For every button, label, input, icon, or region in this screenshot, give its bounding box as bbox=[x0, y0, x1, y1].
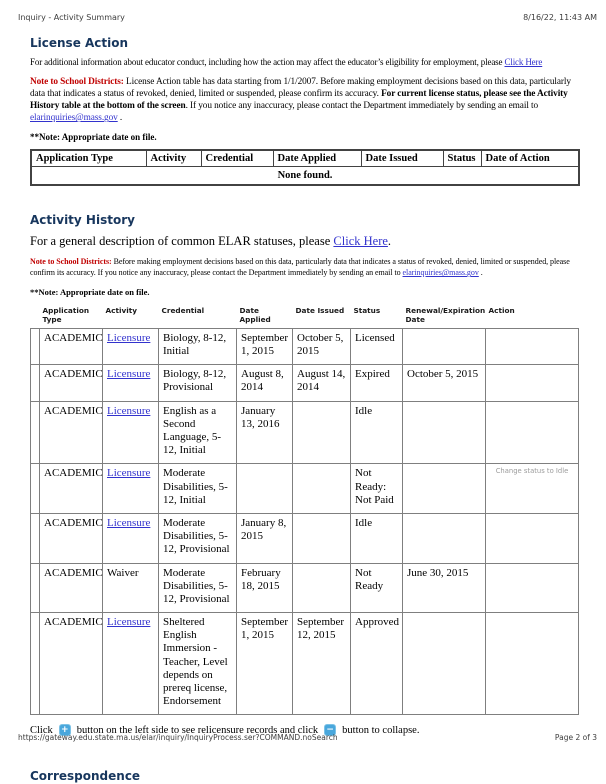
renewal-expiration-cell bbox=[403, 613, 486, 715]
activity-history-header-row bbox=[31, 304, 579, 329]
date-applied-cell: September 1, 2015 bbox=[237, 613, 293, 715]
credential-cell: Sheltered English Immersion - Teacher, Level depends on prereq license, Endorsement bbox=[159, 613, 237, 715]
credential-cell: Biology, 8-12, Initial bbox=[159, 328, 237, 364]
action-cell bbox=[486, 613, 579, 715]
licensure-link[interactable]: Licensure bbox=[107, 404, 151, 417]
credential-cell: Moderate Disabilities, 5-12, Provisional bbox=[159, 513, 237, 563]
application-type-cell: ACADEMIC bbox=[40, 328, 103, 364]
license-action-heading: License Action bbox=[30, 36, 129, 50]
activity-history-table bbox=[30, 304, 579, 716]
expander-cell[interactable] bbox=[31, 401, 40, 464]
date-applied-cell: August 8, 2014 bbox=[237, 365, 293, 401]
activity-history-note bbox=[30, 257, 578, 279]
elar-inquiries-email-link[interactable]: elarinquiries@mass.gov bbox=[402, 268, 479, 278]
action-cell bbox=[486, 401, 579, 464]
col-date-issued: Date Issued bbox=[361, 150, 443, 167]
hint-suffix: button to collapse. bbox=[342, 724, 420, 736]
col-date-applied: Date Applied bbox=[273, 150, 361, 167]
table-row bbox=[31, 563, 579, 613]
licensure-link[interactable]: Licensure bbox=[107, 331, 151, 344]
credential-cell: Biology, 8-12, Provisional bbox=[159, 365, 237, 401]
table-row bbox=[31, 328, 579, 364]
activity-history-click-here-link[interactable]: Click Here bbox=[333, 234, 388, 249]
elar-inquiries-email-link[interactable]: elarinquiries@mass.gov bbox=[30, 113, 118, 124]
col-date-of-action: Date of Action bbox=[481, 150, 579, 167]
col-activity: Activity bbox=[146, 150, 201, 167]
status-cell: Licensed bbox=[351, 328, 403, 364]
date-applied-cell: February 18, 2015 bbox=[237, 563, 293, 613]
expander-cell[interactable] bbox=[31, 613, 40, 715]
date-issued-cell bbox=[293, 513, 351, 563]
table-row bbox=[31, 513, 579, 563]
expander-cell[interactable] bbox=[31, 563, 40, 613]
date-issued-cell: October 5, 2015 bbox=[293, 328, 351, 364]
activity-history-date-note: **Note: Appropriate date on file. bbox=[30, 286, 150, 297]
note-text-2: . If you notice any inaccuracy, please contact the Department immediately by sending an email to bbox=[185, 101, 539, 112]
credential-cell: Moderate Disabilities, 5-12, Initial bbox=[159, 464, 237, 514]
activity-history-intro-text: For a general description of common ELAR statuses, please bbox=[30, 234, 334, 249]
date-applied-cell: January 8, 2015 bbox=[237, 513, 293, 563]
note-bold-text: For current license status, please see the Activity History table at the bottom of the screen bbox=[30, 89, 568, 112]
col-status: Status bbox=[443, 150, 481, 167]
col-expander bbox=[31, 304, 40, 329]
credential-cell: English as a Second Language, 5-12, Initial bbox=[159, 401, 237, 464]
licensure-link[interactable]: Licensure bbox=[107, 368, 151, 381]
table-row bbox=[31, 365, 579, 401]
license-action-note bbox=[30, 76, 578, 124]
renewal-expiration-cell bbox=[403, 401, 486, 464]
collapse-minus-icon: − bbox=[324, 724, 336, 736]
application-type-cell: ACADEMIC bbox=[40, 464, 103, 514]
col-credential: Credential bbox=[201, 150, 273, 167]
application-type-cell: ACADEMIC bbox=[40, 401, 103, 464]
col-activity: Activity bbox=[105, 305, 137, 315]
date-applied-cell: January 13, 2016 bbox=[237, 401, 293, 464]
license-action-section bbox=[30, 36, 578, 186]
renewal-expiration-cell: October 5, 2015 bbox=[403, 365, 486, 401]
print-header bbox=[18, 13, 597, 22]
note-suffix: . bbox=[117, 113, 123, 124]
credential-cell: Moderate Disabilities, 5-12, Provisional bbox=[159, 563, 237, 613]
note-label: Note to School Districts: bbox=[30, 257, 112, 267]
col-credential: Credential bbox=[161, 305, 205, 315]
page-content bbox=[30, 36, 578, 783]
correspondence-heading: Correspondence bbox=[30, 769, 141, 784]
license-action-intro-text: For additional information about educator conduct, including how the action may affect the educator’s eligibility for employment, please bbox=[30, 57, 505, 67]
license-action-intro bbox=[30, 57, 578, 67]
change-status-to-idle-button[interactable]: Change status to Idle bbox=[495, 467, 569, 476]
status-cell: Not Ready bbox=[351, 563, 403, 613]
action-cell bbox=[486, 464, 579, 514]
application-type-cell: ACADEMIC bbox=[40, 613, 103, 715]
col-renewal-expiration-date: Renewal/Expiration Date bbox=[405, 305, 486, 324]
activity-cell bbox=[103, 328, 159, 364]
date-issued-cell bbox=[293, 464, 351, 514]
expander-cell[interactable] bbox=[31, 365, 40, 401]
col-application-type: Application Type bbox=[31, 150, 146, 167]
print-header-datetime: 8/16/22, 11:43 AM bbox=[523, 13, 597, 22]
status-cell: Not Ready: Not Paid bbox=[351, 464, 403, 514]
print-footer bbox=[18, 733, 597, 742]
license-action-date-note: **Note: Appropriate date on file. bbox=[30, 132, 157, 143]
activity-cell bbox=[103, 513, 159, 563]
hint-middle: button on the left side to see relicensure records and click bbox=[76, 724, 319, 736]
activity-cell: Waiver bbox=[103, 563, 159, 613]
table-row bbox=[31, 613, 579, 715]
date-issued-cell: September 12, 2015 bbox=[293, 613, 351, 715]
activity-history-intro bbox=[30, 234, 578, 249]
action-cell bbox=[486, 563, 579, 613]
col-application-type: Application Type bbox=[42, 305, 90, 324]
activity-cell bbox=[103, 401, 159, 464]
action-cell bbox=[486, 513, 579, 563]
action-cell bbox=[486, 365, 579, 401]
print-header-title: Inquiry - Activity Summary bbox=[18, 13, 125, 22]
date-issued-cell bbox=[293, 401, 351, 464]
licensure-link[interactable]: Licensure bbox=[107, 467, 151, 480]
application-type-cell: ACADEMIC bbox=[40, 365, 103, 401]
status-cell: Idle bbox=[351, 513, 403, 563]
activity-history-intro-suffix: . bbox=[387, 234, 392, 249]
col-date-applied: Date Applied bbox=[239, 305, 271, 324]
date-applied-cell: September 1, 2015 bbox=[237, 328, 293, 364]
status-cell: Expired bbox=[351, 365, 403, 401]
date-issued-cell: August 14, 2014 bbox=[293, 365, 351, 401]
expand-plus-icon: + bbox=[59, 724, 71, 736]
table-row bbox=[31, 464, 579, 514]
license-action-header-row bbox=[31, 150, 579, 167]
none-found-cell: None found. bbox=[31, 167, 579, 186]
note-suffix: . bbox=[478, 268, 483, 278]
expander-cell[interactable] bbox=[31, 464, 40, 514]
status-cell: Approved bbox=[351, 613, 403, 715]
renewal-expiration-cell bbox=[403, 464, 486, 514]
renewal-expiration-cell bbox=[403, 513, 486, 563]
license-action-table bbox=[30, 149, 580, 186]
note-label: Note to School Districts: bbox=[30, 77, 124, 87]
note-text: Before making employment decisions based on this data, particularly data that indicates a status of revoked, denied, limited or suspended, please confirm its accuracy. If you notice any inaccuracy, please contact the Department immediately by sending an email to bbox=[30, 257, 570, 278]
date-applied-cell bbox=[237, 464, 293, 514]
activity-cell bbox=[103, 365, 159, 401]
table-row bbox=[31, 401, 579, 464]
expander-cell[interactable] bbox=[31, 328, 40, 364]
activity-history-section bbox=[30, 213, 578, 736]
expander-cell[interactable] bbox=[31, 513, 40, 563]
licensure-link[interactable]: Licensure bbox=[107, 616, 151, 629]
activity-cell bbox=[103, 613, 159, 715]
renewal-expiration-cell: June 30, 2015 bbox=[403, 563, 486, 613]
application-type-cell: ACADEMIC bbox=[40, 513, 103, 563]
col-status: Status bbox=[353, 305, 381, 315]
date-issued-cell bbox=[293, 563, 351, 613]
licensure-link[interactable]: Licensure bbox=[107, 516, 151, 529]
activity-history-heading: Activity History bbox=[30, 213, 135, 228]
license-action-empty-row bbox=[31, 167, 579, 186]
col-action: Action bbox=[488, 305, 515, 315]
print-footer-url: https://gateway.edu.state.ma.us/elar/inquiry/InquiryProcess.ser?COMMAND.noSearch bbox=[18, 733, 338, 742]
print-footer-page-number: Page 2 of 3 bbox=[554, 733, 597, 742]
note-text-1: License Action table has data starting from 1/1/2007. Before making employment decisions based on this data, particularly data that indicates a status of revoked, denied, limited or suspended, please confirm its accuracy. bbox=[30, 77, 571, 100]
application-type-cell: ACADEMIC bbox=[40, 563, 103, 613]
col-date-issued: Date Issued bbox=[295, 305, 345, 315]
activity-cell bbox=[103, 464, 159, 514]
hint-prefix: Click bbox=[30, 724, 53, 736]
license-action-click-here-link[interactable]: Click Here bbox=[504, 57, 543, 67]
status-cell: Idle bbox=[351, 401, 403, 464]
renewal-expiration-cell bbox=[403, 328, 486, 364]
action-cell bbox=[486, 328, 579, 364]
